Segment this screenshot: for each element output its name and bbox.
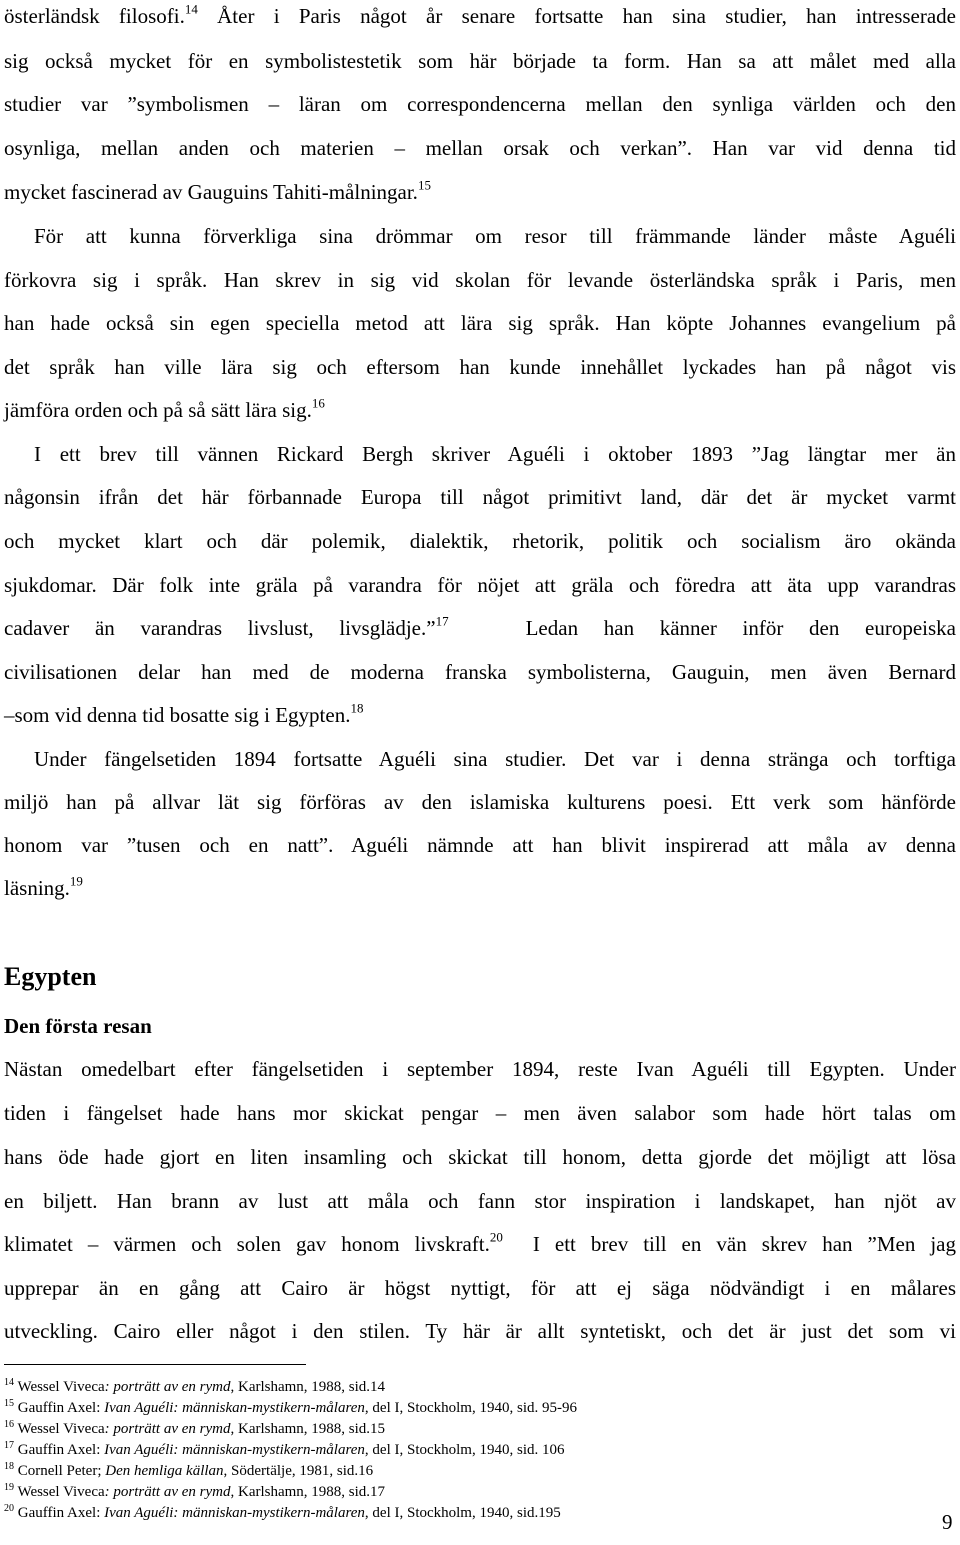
footnote: $^{16}$ Wessel Viveca: porträtt av en rymd, Karlshamn, 1988, sid.15: [4, 1419, 386, 1437]
text-line: –som vid denna tid bosatte sig i Egypten.$^{18}$: [4, 700, 364, 727]
text-line: mycket fascinerad av Gauguins Tahiti-målningar.$^{15}$: [4, 177, 431, 204]
footnote-ref: 15: [417, 177, 431, 193]
text-line: tiden i fängelset hade hans mor skickat pengar – men även salabor som hade hört talas om: [4, 1101, 956, 1125]
text-line: hans öde hade gjort en liten insamling och skickat till honom, detta gjorde det möjligt att lösa: [4, 1145, 956, 1169]
page-number: 9: [942, 1510, 953, 1534]
text-line: Under fängelsetiden 1894 fortsatte Aguéli sina studier. Det var i denna stränga och torftiga: [34, 747, 956, 771]
text-line: osynliga, mellan anden och materien – mellan orsak och verkan”. Han var vid denna tid: [4, 136, 956, 160]
footnote-ref: 20: [489, 1229, 503, 1245]
text-line: cadaver än varandras livslust, livsglädje.”$^{17}$ Ledan han känner inför den europeiska: [4, 613, 957, 640]
footnote: $^{17}$ Gauffin Axel: Ivan Aguéli: människan-mystikern-målaren, del I, Stockholm, 1940, sid. 106: [4, 1440, 565, 1458]
text-line: jämföra orden och på så sätt lära sig.$^{16}$: [4, 395, 325, 422]
text-line: sig också mycket för en symbolistestetik som här började ta form. Han sa att målet med alla: [4, 49, 956, 73]
text-line: Nästan omedelbart efter fängelsetiden i september 1894, reste Ivan Aguéli till Egypten. Under: [4, 1057, 956, 1081]
footnote: $^{18}$ Cornell Peter; Den hemliga källan, Södertälje, 1981, sid.16: [4, 1461, 374, 1479]
footnote: $^{19}$ Wessel Viveca: porträtt av en rymd, Karlshamn, 1988, sid.17: [4, 1482, 386, 1500]
text-line: österländsk filosofi.$^{14}$ Åter i Paris något år senare fortsatte han sina studier, han intresserade: [4, 1, 956, 28]
footnote-ref: 18: [350, 700, 364, 716]
text-line: förkovra sig i språk. Han skrev in sig vid skolan för levande österländska språk i Paris, men: [4, 268, 956, 292]
text-line: civilisationen delar han med de moderna franska symbolisterna, Gauguin, men även Bernard: [4, 660, 956, 684]
section-heading: Egypten: [4, 962, 97, 991]
footnote-ref: 19: [69, 873, 83, 889]
text-line: utveckling. Cairo eller något i den stilen. Ty här är allt syntetiskt, och det är just det som vi: [4, 1319, 956, 1343]
text-line: klimatet – värmen och solen gav honom livskraft.$^{20}$ I ett brev till en vän skrev han ”Men jag: [4, 1229, 956, 1256]
text-line: han hade också sin egen speciella metod att lära sig språk. Han köpte Johannes evangelium på: [4, 311, 956, 335]
text-line: och mycket klart och där polemik, dialektik, rhetorik, politik och socialism äro okända: [4, 529, 956, 553]
text-line: I ett brev till vännen Rickard Bergh skriver Aguéli i oktober 1893 ”Jag längtar mer än: [34, 442, 956, 466]
footnote-ref: 14: [184, 1, 198, 17]
footnote: $^{15}$ Gauffin Axel: Ivan Aguéli: människan-mystikern-målaren, del I, Stockholm, 1940, sid. 95-96: [4, 1398, 577, 1416]
text-line: För att kunna förverkliga sina drömmar om resor till främmande länder måste Aguéli: [34, 224, 956, 248]
text-line: miljö han på allvar lät sig förföras av den islamiska kulturens poesi. Ett verk som hänförde: [4, 790, 956, 814]
text-line: sjukdomar. Där folk inte gräla på varandra för nöjet att gräla och föredra att äta upp varandras: [4, 573, 956, 597]
text-line: studier var ”symbolismen – läran om correspondencerna mellan den synliga världen och den: [4, 92, 956, 116]
text-line: honom var ”tusen och en natt”. Aguéli nämnde att han blivit inspirerad att måla av denna: [4, 833, 956, 857]
text-line: läsning.$^{19}$: [4, 873, 83, 900]
text-line: en biljett. Han brann av lust att måla och fann stor inspiration i landskapet, han njöt av: [4, 1189, 956, 1213]
subsection-heading: Den första resan: [4, 1014, 152, 1038]
text-line: någonsin ifrån det här förbannade Europa till något primitivt land, där det är mycket varmt: [4, 485, 956, 509]
text-line: det språk han ville lära sig och eftersom han kunde innehållet lyckades han på något vis: [4, 355, 956, 379]
footnote-ref: 16: [311, 395, 325, 411]
footnote-separator: [4, 1364, 306, 1365]
footnote: $^{14}$ Wessel Viveca: porträtt av en rymd, Karlshamn, 1988, sid.14: [4, 1377, 386, 1395]
footnote: $^{20}$ Gauffin Axel: Ivan Aguéli: människan-mystikern-målaren, del I, Stockholm, 1940, sid.195: [4, 1503, 561, 1521]
footnote-ref: 17: [435, 613, 449, 629]
text-line: upprepar än en gång att Cairo är högst nyttigt, för att ej säga nödvändigt i en målares: [4, 1276, 956, 1300]
